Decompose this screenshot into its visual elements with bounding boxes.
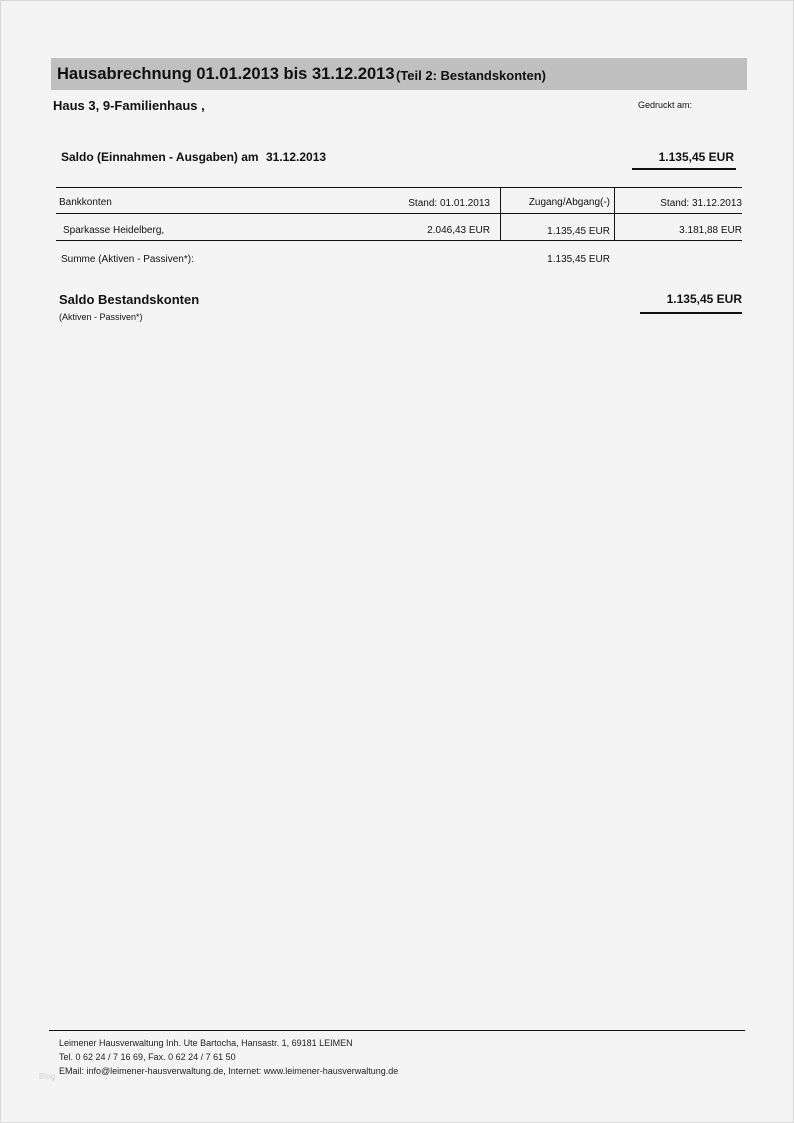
table-header-start: Stand: 01.01.2013	[408, 198, 490, 209]
sum-label: Summe (Aktiven - Passiven*):	[61, 254, 194, 265]
table-row-change: 1.135,45 EUR	[547, 226, 610, 237]
table-header-rule	[56, 213, 742, 214]
printed-label: Gedruckt am:	[638, 100, 693, 110]
footer-address: Leimener Hausverwaltung Inh. Ute Bartocha, Hansastr. 1, 69181 LEIMEN	[59, 1038, 353, 1048]
table-row-start: 2.046,43 EUR	[427, 225, 490, 236]
table-row-account: Sparkasse Heidelberg,	[63, 225, 165, 236]
summary-underline	[640, 312, 742, 314]
footer-phone: Tel. 0 62 24 / 7 16 69, Fax. 0 62 24 / 7 61 50	[59, 1052, 236, 1062]
saldo-date: 31.12.2013	[266, 150, 327, 164]
summary-title: Saldo Bestandskonten	[59, 292, 200, 307]
table-row-end: 3.181,88 EUR	[679, 225, 742, 236]
saldo-value: 1.135,45 EUR	[658, 150, 734, 164]
table-divider-change	[500, 187, 501, 240]
property-name: Haus 3, 9-Familienhaus ,	[53, 98, 205, 113]
table-header-change: Zugang/Abgang(-)	[528, 197, 610, 208]
saldo-underline	[632, 168, 736, 170]
saldo-label: Saldo (Einnahmen - Ausgaben) am	[61, 150, 259, 164]
footer-contact: EMail: info@leimener-hausverwaltung.de, Internet: www.leimener-hausverwaltung.de	[59, 1066, 399, 1076]
page-subtitle: (Teil 2: Bestandskonten)	[396, 68, 547, 83]
table-top-rule	[56, 187, 742, 188]
table-body-rule	[56, 240, 742, 241]
watermark: Blog	[39, 1072, 56, 1081]
table-header-end: Stand: 31.12.2013	[660, 198, 742, 209]
page-title: Hausabrechnung 01.01.2013 bis 31.12.2013	[57, 65, 395, 83]
summary-note: (Aktiven - Passiven*)	[59, 312, 143, 322]
sum-change: 1.135,45 EUR	[547, 254, 610, 265]
summary-value: 1.135,45 EUR	[666, 292, 742, 306]
table-header-account: Bankkonten	[59, 197, 112, 208]
table-divider-end	[614, 187, 615, 240]
footer-rule	[49, 1030, 745, 1031]
